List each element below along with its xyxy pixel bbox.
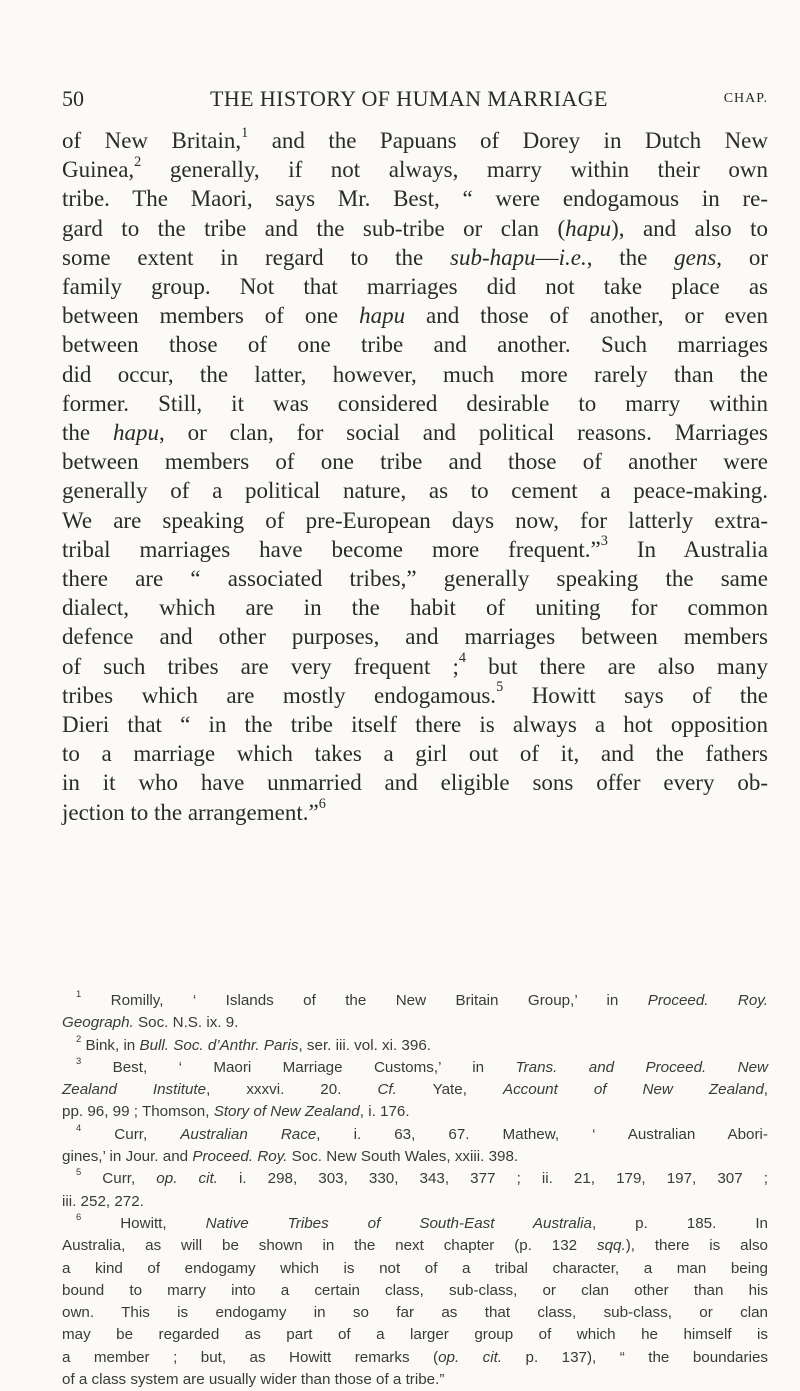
footnote xyxy=(62,1213,768,1391)
body-line: in it who have unmarried and eligible sons offer every ob- xyxy=(62,770,768,796)
body-line: jection to the arrangement.”$^6$ xyxy=(62,796,326,825)
body-line: the hapu, or clan, for social and political reasons. Marriages xyxy=(62,420,768,446)
body-line: between members of one tribe and those of another were xyxy=(62,449,768,475)
footnote-line: may be regarded as part of a larger group of which he himself is xyxy=(62,1326,768,1344)
body-line: former. Still, it was considered desirable to marry within xyxy=(62,390,768,416)
body-line: to a marriage which takes a girl out of it, and the fathers xyxy=(62,741,768,767)
body-line: there are “ associated tribes,” generally speaking the same xyxy=(62,566,768,592)
footnote-line: a member ; but, as Howitt remarks (op. cit. p. 137), “ the boundaries xyxy=(62,1348,768,1366)
body-line: tribes which are mostly endogamous.$^5$ Howitt says of the xyxy=(62,679,768,708)
running-head xyxy=(62,86,768,116)
body-line: dialect, which are in the habit of uniting for common xyxy=(62,595,768,621)
footnote-line: Geograph. Soc. N.S. ix. 9. xyxy=(62,1014,239,1032)
footnote-line: of a class system are usually wider than those of a tribe.” xyxy=(62,1371,445,1389)
body-line: Dieri that “ in the tribe itself there is always a hot opposition xyxy=(62,712,768,738)
footnote-line: $^5$ Curr, op. cit. i. 298, 303, 330, 343, 377 ; ii. 21, 179, 197, 307 ; xyxy=(76,1166,768,1188)
footnote-line: Australia, as will be shown in the next chapter (p. 132 sqq.), there is also xyxy=(62,1237,768,1255)
page-number: 50 xyxy=(62,86,84,111)
running-title: THE HISTORY OF HUMAN MARRIAGE xyxy=(210,86,608,111)
body-line: did occur, the latter, however, much more rarely than the xyxy=(62,361,768,387)
body-line: of such tribes are very frequent ;$^4$ but there are also many xyxy=(62,650,768,679)
body-line: between those of one tribe and another. Such marriages xyxy=(62,332,768,358)
footnote xyxy=(62,990,768,1035)
footnote-line: Zealand Institute, xxxvi. 20. Cf. Yate, Account of New Zealand, xyxy=(62,1081,769,1099)
body-line: We are speaking of pre-European days now, for latterly extra- xyxy=(62,507,768,533)
body-line: gard to the tribe and the sub-tribe or clan (hapu), and also to xyxy=(62,215,768,241)
footnote-line: $^2$ Bink, in Bull. Soc. d’Anthr. Paris, ser. iii. vol. xi. 396. xyxy=(76,1032,431,1054)
footnote-line: $^4$ Curr, Australian Race, i. 63, 67. Mathew, ‘ Australian Abori- xyxy=(76,1121,768,1143)
footnote-line: a kind of endogamy which is not of a tribal character, a man being xyxy=(62,1259,768,1277)
footnote xyxy=(62,1032,768,1057)
body-line: defence and other purposes, and marriages between members xyxy=(62,624,768,650)
footnote-line: $^3$ Best, ‘ Maori Marriage Customs,’ in Trans. and Proceed. New xyxy=(76,1054,768,1076)
body-line: Guinea,$^2$ generally, if not always, marry within their own xyxy=(62,153,768,183)
body-line: generally of a political nature, as to cement a peace-making. xyxy=(62,478,768,504)
footnote-line: $^1$ Romilly, ‘ Islands of the New Britain Group,’ in Proceed. Roy. xyxy=(76,988,768,1009)
footnote-line: gines,’ in Jour. and Proceed. Roy. Soc. New South Wales, xxiii. 398. xyxy=(62,1148,519,1166)
footnote-line: pp. 96, 99 ; Thomson, Story of New Zealand, i. 176. xyxy=(62,1103,410,1121)
footnote xyxy=(62,1121,768,1169)
footnote xyxy=(62,1054,769,1124)
body-line: family group. Not that marriages did not take place as xyxy=(62,274,768,300)
footnote-line: own. This is endogamy in so far as that class, sub-class, or clan xyxy=(62,1304,768,1322)
footnote-line: bound to marry into a certain class, sub-class, or clan other than his xyxy=(62,1281,768,1299)
footnote-line: $^6$ Howitt, Native Tribes of South-East Australia, p. 185. In xyxy=(76,1211,768,1232)
body-line: some extent in regard to the sub-hapu—i.e., the gens, or xyxy=(62,244,768,270)
body-line: between members of one hapu and those of another, or even xyxy=(62,303,768,329)
footnote xyxy=(62,1168,768,1213)
body-line: tribe. The Maori, says Mr. Best, “ were endogamous in re- xyxy=(62,186,768,212)
footnotes xyxy=(62,990,768,1391)
footnote-line: iii. 252, 272. xyxy=(62,1192,144,1210)
chapter-label: CHAP. xyxy=(723,91,768,106)
body-line: of New Britain,$^1$ and the Papuans of Dorey in Dutch New xyxy=(62,124,768,153)
body-paragraph xyxy=(62,126,768,827)
body-line: tribal marriages have become more frequent.”$^3$ In Australia xyxy=(62,533,768,562)
